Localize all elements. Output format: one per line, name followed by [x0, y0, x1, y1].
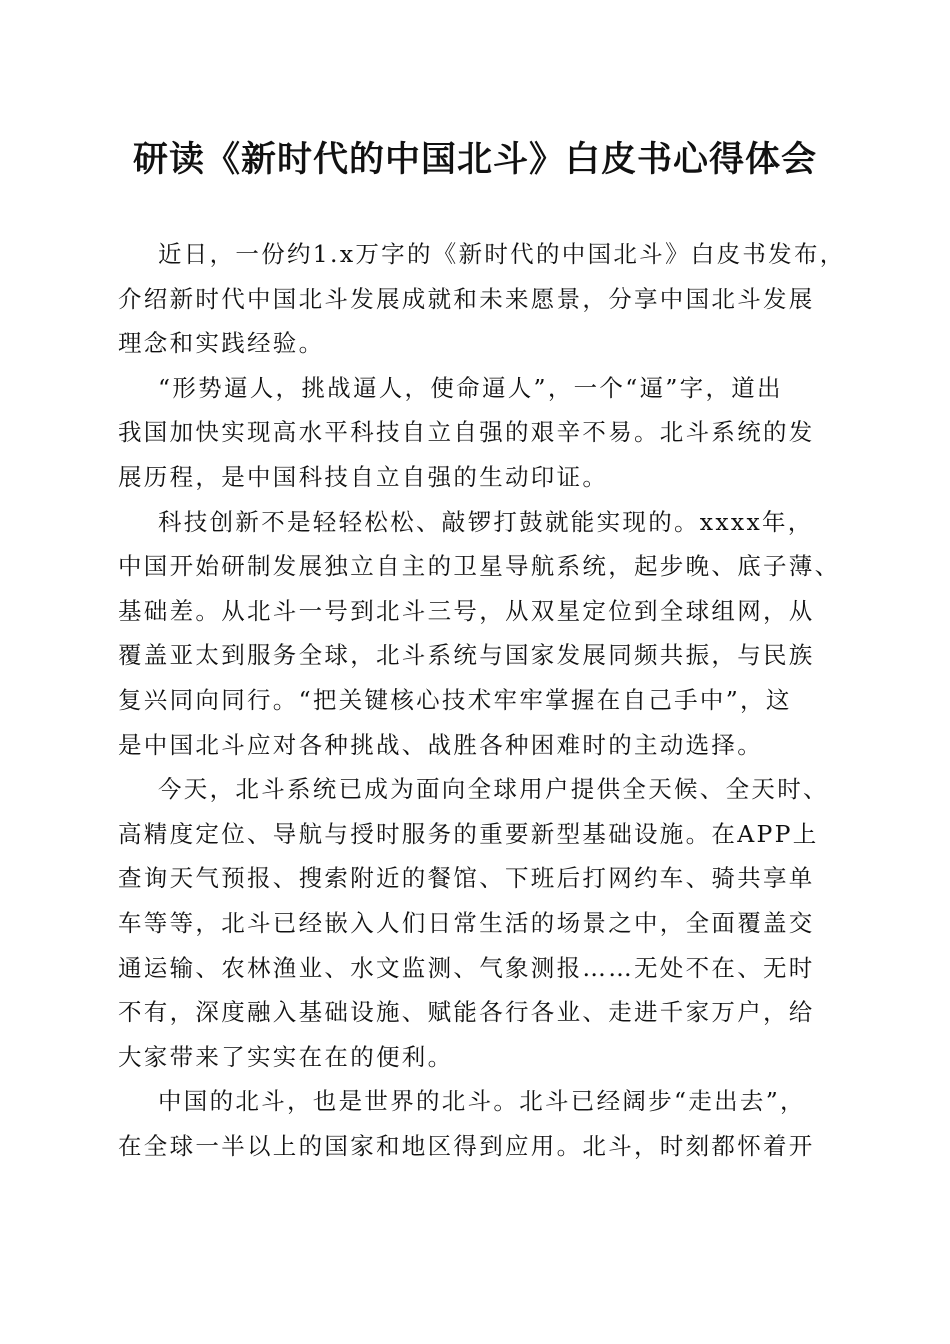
text-line: 中国开始研制发展独立自主的卫星导航系统，起步晚、底子薄、 [118, 552, 841, 581]
text-line: 覆盖亚太到服务全球，北斗系统与国家发展同频共振，与民族 [118, 641, 815, 670]
text-line: 近日，一份约1.x万字的《新时代的中国北斗》白皮书发布， [158, 240, 846, 268]
text-line: 查询天气预报、搜索附近的餐馆、下班后打网约车、骑共享单 [118, 864, 815, 893]
text-line: 介绍新时代中国北斗发展成就和未来愿景，分享中国北斗发展 [118, 284, 815, 313]
text-line: 通运输、农林渔业、水文监测、气象测报……无处不在、无时 [118, 953, 815, 982]
paragraph [118, 767, 838, 1079]
paragraph [118, 500, 841, 768]
document-title: 研读《新时代的中国北斗》白皮书心得体会 [132, 139, 817, 180]
paragraph [118, 1079, 838, 1168]
paragraph [118, 366, 838, 500]
text-line: 大家带来了实实在在的便利。 [118, 1042, 454, 1071]
text-line: 车等等，北斗已经嵌入人们日常生活的场景之中，全面覆盖交 [118, 908, 815, 937]
text-line: 在全球一半以上的国家和地区得到应用。北斗，时刻都怀着开 [118, 1131, 815, 1160]
text-line: 复兴同向同行。“把关键核心技术牢牢掌握在自己手中”，这 [118, 685, 792, 714]
paragraph [118, 232, 846, 366]
text-line: 不有，深度融入基础设施、赋能各行各业、走进千家万户，给 [118, 998, 815, 1027]
text-line: “形势逼人，挑战逼人，使命逼人”，一个“逼”字，道出 [158, 373, 783, 402]
text-line: 中国的北斗，也是世界的北斗。北斗已经阔步“走出去”， [158, 1087, 806, 1116]
text-line: 科技创新不是轻轻松松、敲锣打鼓就能实现的。xxxx年， [158, 507, 814, 536]
text-line: 高精度定位、导航与授时服务的重要新型基础设施。在APP上 [118, 819, 819, 848]
text-line: 是中国北斗应对各种挑战、战胜各种困难时的主动选择。 [118, 730, 763, 759]
text-line: 我国加快实现高水平科技自立自强的艰辛不易。北斗系统的发 [118, 418, 815, 447]
text-line: 今天，北斗系统已成为面向全球用户提供全天候、全天时、 [158, 775, 829, 804]
document-body [118, 232, 846, 1168]
text-line: 基础差。从北斗一号到北斗三号，从双星定位到全球组网，从 [118, 596, 815, 625]
text-line: 展历程，是中国科技自立自强的生动印证。 [118, 462, 609, 491]
text-line: 理念和实践经验。 [118, 329, 325, 358]
